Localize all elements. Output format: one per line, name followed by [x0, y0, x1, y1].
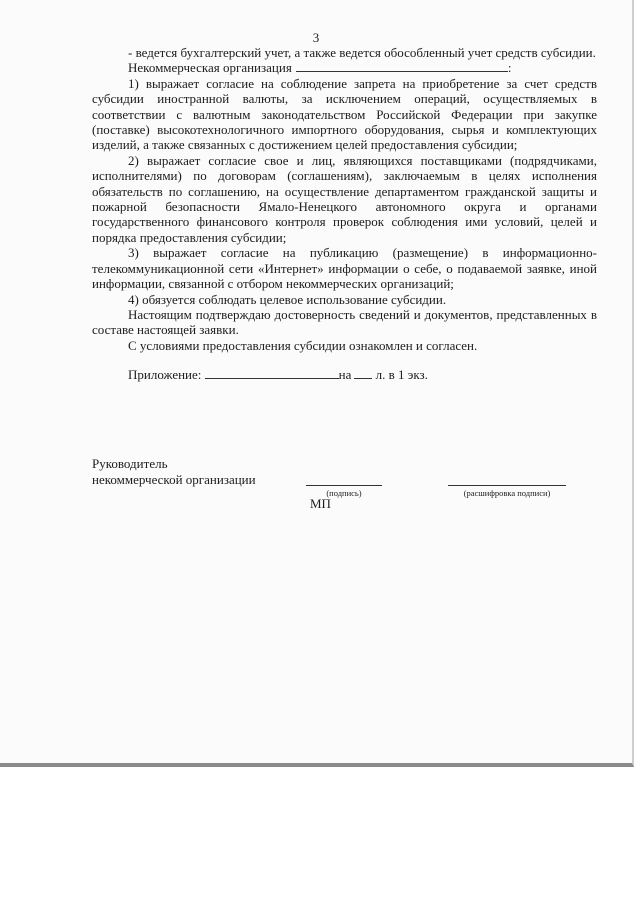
appendix-on: на [338, 367, 352, 383]
paragraph-item-2: 2) выражает согласие свое и лиц, являющихся поставщиками (подрядчиками, исполнителями) по договорам (соглашениям), заключаемым в целях исполнения обязательств по соглашению, на осуществление департаментом гражданской защиты и пожарной безопасности Ямало-Ненецкого автономного округа и органами государственного финансового контроля проверок соблюдения ими условий, целей и порядка предоставления субсидии; [92, 152, 597, 245]
paragraph-accounting: - ведется бухгалтерский учет, а также ведется обособленный учет средств субсидии. [128, 45, 596, 60]
appendix-line [92, 367, 597, 382]
appendix-label: Приложение: [128, 367, 202, 383]
page-number: 3 [312, 30, 320, 45]
signer-title-line-2: некоммерческой организации [92, 471, 256, 487]
signature-block [92, 456, 597, 487]
signature-decoding-line[interactable] [448, 484, 566, 486]
signer-title-line-1: Руководитель [92, 456, 168, 471]
organization-colon: : [507, 60, 512, 76]
appendix-name-blank[interactable] [205, 367, 339, 379]
signature-decoding-caption: (расшифровка подписи) [463, 488, 551, 498]
stamp-label: МП [310, 496, 331, 511]
paragraph-organization [92, 60, 597, 75]
appendix-pages-blank[interactable] [354, 367, 372, 379]
document-body [92, 45, 597, 383]
appendix-suffix: л. в 1 экз. [375, 367, 428, 383]
organization-name-blank[interactable] [296, 60, 508, 72]
signature-line[interactable] [306, 484, 382, 486]
paragraph-item-3: 3) выражает согласие на публикацию (размещение) в информационно-телекоммуникационной сети «Интернет» информации о себе, о подаваемой заявке, иной информации, связанной с отбором некоммерческих организаций; [92, 245, 597, 292]
organization-label: Некоммерческая организация [128, 60, 292, 76]
signature-caption: (подпись) [326, 488, 362, 498]
paragraph-agreement: С условиями предоставления субсидии ознакомлен и согласен. [128, 337, 478, 353]
paragraph-item-4: 4) обязуется соблюдать целевое использование субсидии. [128, 291, 447, 307]
paragraph-confirmation: Настоящим подтверждаю достоверность сведений и документов, представленных в составе настоящей заявки. [92, 306, 597, 338]
paragraph-item-1: 1) выражает согласие на соблюдение запрета на приобретение за счет средств субсидии иностранной валюты, за исключением операций, осуществляемых в соответствии с валютным законодательством Российской Федерации при закупке (поставке) высокотехнологичного импортного оборудования, сырья и комплектующих изделий, а также связанных с достижением целей предоставления субсидии; [92, 75, 597, 153]
